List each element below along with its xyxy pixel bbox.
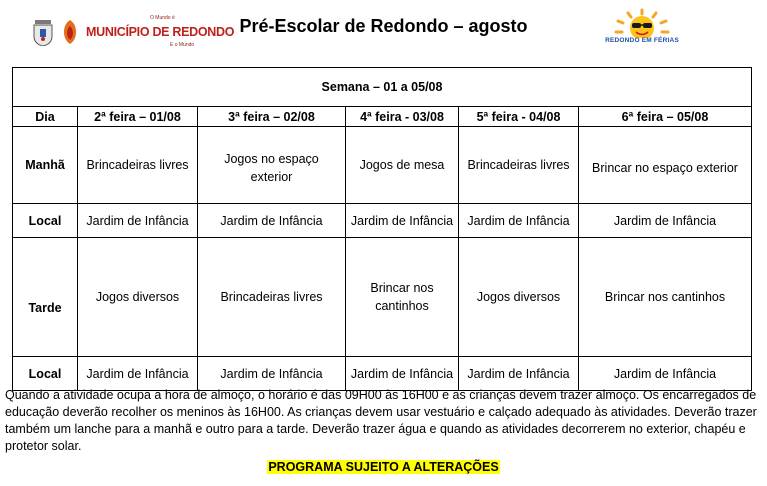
municipality-name: MUNICÍPIO DE REDONDO	[86, 25, 235, 39]
table-cell: Brincadeiras livres	[198, 238, 346, 357]
day-header-tue: 3ª feira – 02/08	[198, 107, 346, 127]
warning-banner	[0, 458, 767, 476]
table-cell: Jardim de Infância	[346, 357, 459, 391]
table-cell: Brincar nos cantinhos	[579, 238, 752, 357]
table-cell: Jardim de Infância	[346, 204, 459, 238]
table-cell: Brincar no espaço exterior	[579, 127, 752, 204]
table-cell: Jardim de Infância	[579, 357, 752, 391]
table-cell: Jardim de Infância	[198, 357, 346, 391]
sun-with-sunglasses-icon	[604, 8, 680, 38]
event-logo	[604, 8, 680, 54]
day-header-thu: 5ª feira - 04/08	[459, 107, 579, 127]
table-row	[13, 204, 752, 238]
table-cell: Jogos no espaço exterior	[198, 127, 346, 204]
table-cell: Brincadeiras livres	[78, 127, 198, 204]
row-label: Manhã	[13, 127, 78, 204]
row-label: Local	[13, 357, 78, 391]
table-cell: Jogos de mesa	[346, 127, 459, 204]
week-label: Semana – 01 a 05/08	[13, 68, 752, 107]
row-label: Local	[13, 204, 78, 238]
information-note: Quando a atividade ocupa a hora de almoço, o horário é das 09H00 às 16H00 e as crianças devem trazer almoço. Os encarregados de educação deverão recolher os meninos às 16H00. As crianças devem usar vestuário e calçado adequado às atividades. Deverão trazer também um lanche para a manhã e outro para a tarde. Deverão trazer água e quando as atividades decorrerem no exterior, chapéu e protetor solar.	[5, 388, 757, 453]
table-cell: Jardim de Infância	[78, 357, 198, 391]
table-cell: Jardim de Infância	[198, 204, 346, 238]
week-row	[13, 68, 752, 107]
row-label: Tarde	[13, 238, 78, 357]
schedule-table	[12, 67, 752, 391]
event-logo-text: REDONDO EM FÉRIAS	[605, 37, 679, 44]
header-row	[13, 107, 752, 127]
municipality-tagline-top: O Mundo é	[150, 15, 175, 21]
table-cell: Jogos diversos	[459, 238, 579, 357]
table-cell: Jardim de Infância	[459, 204, 579, 238]
municipality-tagline-bottom: E o Mundo	[170, 42, 195, 48]
table-cell: Brincadeiras livres	[459, 127, 579, 204]
day-header-mon: 2ª feira – 01/08	[78, 107, 198, 127]
table-cell: Jogos diversos	[78, 238, 198, 357]
table-cell: Jardim de Infância	[78, 204, 198, 238]
day-header-wed: 4ª feira - 03/08	[346, 107, 459, 127]
table-cell: Jardim de Infância	[579, 204, 752, 238]
warning-text: PROGRAMA SUJEITO A ALTERAÇÕES	[268, 460, 499, 474]
day-header: Dia	[13, 107, 78, 127]
table-row	[13, 238, 752, 357]
table-cell: Jardim de Infância	[459, 357, 579, 391]
table-cell: Brincar nos cantinhos	[346, 238, 459, 357]
table-row	[13, 127, 752, 204]
table-row	[13, 357, 752, 391]
page-title: Pré-Escolar de Redondo – agosto	[239, 16, 528, 36]
day-header-fri: 6ª feira – 05/08	[579, 107, 752, 127]
